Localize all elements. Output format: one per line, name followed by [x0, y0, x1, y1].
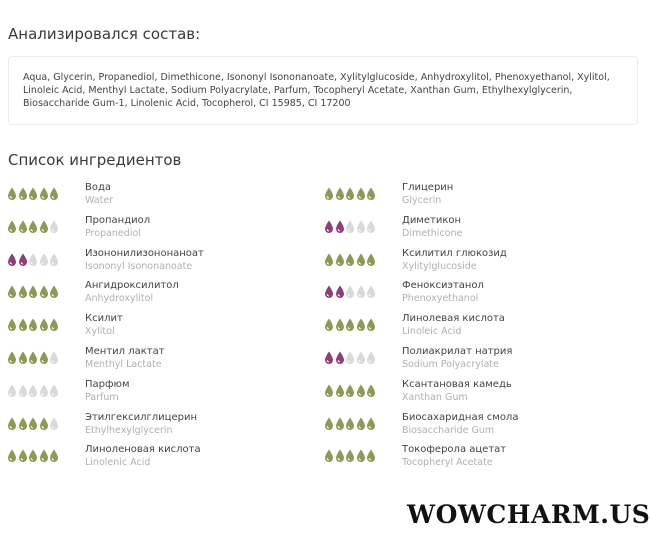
drop-icon — [345, 285, 356, 299]
rating-drops — [7, 220, 60, 234]
drop-icon — [18, 384, 29, 398]
rating-drops — [7, 384, 60, 398]
rating-drops — [324, 384, 377, 398]
ingredient-name: Полиакрилат натрия — [402, 346, 513, 357]
ingredient-item[interactable] — [7, 182, 307, 210]
drop-icon — [366, 351, 377, 365]
ingredient-name: Вода — [85, 182, 112, 193]
drop-icon — [49, 318, 60, 332]
ingredient-latin-name: Menthyl Lactate — [85, 359, 162, 370]
rating-drops — [7, 351, 60, 365]
ingredients-heading: Список ингредиентов — [8, 151, 182, 169]
drop-icon — [18, 417, 29, 431]
drop-icon — [324, 253, 335, 267]
rating-drops — [7, 417, 60, 431]
ingredient-latin-name: Xylitylglucoside — [402, 260, 477, 272]
ingredient-name: Парфюм — [85, 378, 130, 390]
ingredient-latin-name: Xylitol — [85, 326, 115, 338]
drop-icon — [335, 285, 346, 299]
drop-icon — [28, 285, 39, 299]
drop-icon — [335, 187, 346, 201]
drop-icon — [7, 187, 18, 201]
ingredient-latin-name: Isononyl Isononanoate — [85, 260, 193, 272]
ingredient-name: Этилгексилглицерин — [85, 411, 198, 423]
drop-icon — [324, 417, 335, 431]
drop-icon — [49, 220, 60, 234]
ingredient-name: Изононилизононаноат — [85, 247, 204, 259]
drop-icon — [366, 318, 377, 332]
drop-icon — [39, 384, 50, 398]
rating-drops — [324, 318, 377, 332]
rating-drops — [324, 285, 377, 299]
drop-icon — [335, 351, 346, 365]
ingredient-name: Ангидроксилитол — [85, 280, 179, 292]
drop-icon — [18, 220, 29, 234]
ingredient-item[interactable] — [324, 182, 624, 210]
drop-icon — [28, 351, 39, 365]
ingredient-item[interactable] — [7, 248, 307, 276]
ingredient-name: Ментил лактат — [85, 346, 165, 357]
drop-icon — [39, 417, 50, 431]
drop-icon — [28, 253, 39, 267]
ingredient-item[interactable] — [324, 379, 624, 407]
drop-icon — [18, 187, 29, 201]
drop-icon — [7, 253, 18, 267]
rating-drops — [7, 318, 60, 332]
drop-icon — [324, 220, 335, 234]
drop-icon — [18, 351, 29, 365]
drop-icon — [366, 253, 377, 267]
rating-drops — [7, 285, 60, 299]
drop-icon — [324, 318, 335, 332]
drop-icon — [7, 384, 18, 398]
composition-box — [8, 56, 638, 125]
rating-drops — [324, 220, 377, 234]
ingredient-item[interactable] — [324, 248, 624, 276]
drop-icon — [366, 384, 377, 398]
drop-icon — [345, 449, 356, 463]
drop-icon — [49, 417, 60, 431]
drop-icon — [335, 449, 346, 463]
drop-icon — [324, 187, 335, 201]
drop-icon — [356, 384, 367, 398]
drop-icon — [49, 253, 60, 267]
drop-icon — [345, 351, 356, 365]
drop-icon — [7, 417, 18, 431]
ingredient-latin-name: Tocopheryl Acetate — [402, 457, 493, 469]
drop-icon — [335, 384, 346, 398]
drop-icon — [28, 187, 39, 201]
drop-icon — [356, 351, 367, 365]
drop-icon — [18, 285, 29, 299]
drop-icon — [366, 187, 377, 201]
ingredient-name: Линолевая кислота — [402, 313, 505, 325]
drop-icon — [28, 449, 39, 463]
ingredient-name: Линоленовая кислота — [85, 444, 201, 456]
ingredient-item[interactable] — [7, 215, 307, 243]
drop-icon — [366, 417, 377, 431]
drop-icon — [345, 384, 356, 398]
ingredient-name: Токоферола ацетат — [402, 444, 507, 456]
drop-icon — [356, 417, 367, 431]
ingredient-latin-name: Anhydroxylitol — [85, 293, 154, 305]
drop-icon — [356, 220, 367, 234]
ingredient-name: Ксилитил глюкозид — [402, 247, 507, 259]
drop-icon — [356, 253, 367, 267]
drop-icon — [28, 318, 39, 332]
ingredient-item[interactable] — [7, 346, 307, 374]
drop-icon — [366, 220, 377, 234]
drop-icon — [39, 253, 50, 267]
drop-icon — [28, 220, 39, 234]
drop-icon — [324, 449, 335, 463]
ingredient-item[interactable] — [7, 444, 307, 472]
drop-icon — [345, 220, 356, 234]
ingredient-latin-name: Xanthan Gum — [402, 391, 468, 403]
drop-icon — [7, 449, 18, 463]
drop-icon — [366, 449, 377, 463]
drop-icon — [28, 384, 39, 398]
drop-icon — [345, 318, 356, 332]
composition-text: Aqua, Glycerin, Propanediol, Dimethicone, Isononyl Isononanoate, Xylitylglucoside, Anhydroxylitol, Phenoxyethanol, Xylitol, Linoleic Acid, Menthyl Lactate, Sodium Polyacrylate, Parfum, Tocopheryl Acetate, Xanthan Gum, Ethylhexylglycerin, Biosaccharide Gum-1, Linolenic Acid, Tocopherol, CI 15985, CI 17200 — [23, 72, 610, 109]
drop-icon — [39, 449, 50, 463]
ingredient-latin-name: Dimethicone — [402, 227, 463, 239]
drop-icon — [345, 187, 356, 201]
ingredient-item[interactable] — [324, 215, 624, 243]
ingredient-name: Феноксиэтанол — [402, 280, 484, 292]
rating-drops — [7, 187, 60, 201]
drop-icon — [49, 351, 60, 365]
ingredient-item[interactable] — [324, 412, 624, 440]
ingredient-item[interactable] — [7, 280, 307, 308]
ingredient-latin-name: Linolenic Acid — [85, 457, 151, 469]
ingredient-name: Ксантановая камедь — [402, 378, 512, 390]
drop-icon — [39, 187, 50, 201]
rating-drops — [324, 449, 377, 463]
composition-heading: Анализировался состав: — [8, 25, 201, 43]
rating-drops — [7, 253, 60, 267]
drop-icon — [39, 220, 50, 234]
ingredient-item[interactable] — [324, 280, 624, 308]
drop-icon — [335, 220, 346, 234]
drop-icon — [7, 220, 18, 234]
drop-icon — [18, 253, 29, 267]
ingredient-latin-name: Ethylhexylglycerin — [85, 424, 173, 436]
rating-drops — [7, 449, 60, 463]
ingredient-item[interactable] — [324, 444, 624, 472]
drop-icon — [324, 285, 335, 299]
drop-icon — [335, 318, 346, 332]
ingredient-item[interactable] — [7, 412, 307, 440]
ingredient-latin-name: Glycerin — [402, 195, 442, 206]
drop-icon — [356, 318, 367, 332]
ingredient-item[interactable] — [324, 313, 624, 341]
drop-icon — [49, 285, 60, 299]
ingredient-latin-name: Propanediol — [85, 227, 141, 239]
drop-icon — [345, 417, 356, 431]
rating-drops — [324, 417, 377, 431]
watermark-logo: WOWCHARM.US — [407, 500, 650, 529]
drop-icon — [7, 285, 18, 299]
ingredient-name: Диметикон — [402, 214, 462, 226]
rating-drops — [324, 187, 377, 201]
drop-icon — [28, 417, 39, 431]
ingredient-item[interactable] — [7, 313, 307, 341]
drop-icon — [49, 187, 60, 201]
rating-drops — [324, 351, 377, 365]
drop-icon — [49, 384, 60, 398]
drop-icon — [324, 351, 335, 365]
drop-icon — [18, 449, 29, 463]
ingredient-name: Глицерин — [402, 182, 454, 193]
drop-icon — [324, 384, 335, 398]
drop-icon — [335, 417, 346, 431]
drop-icon — [39, 285, 50, 299]
ingredient-name: Биосахаридная смола — [402, 411, 519, 423]
ingredient-latin-name: Phenoxyethanol — [402, 293, 479, 305]
drop-icon — [345, 253, 356, 267]
ingredient-item[interactable] — [7, 379, 307, 407]
ingredient-latin-name: Parfum — [85, 391, 119, 403]
drop-icon — [356, 285, 367, 299]
drop-icon — [335, 253, 346, 267]
ingredient-name: Ксилит — [85, 313, 123, 325]
drop-icon — [39, 318, 50, 332]
drop-icon — [18, 318, 29, 332]
ingredient-latin-name: Linoleic Acid — [402, 326, 462, 338]
drop-icon — [356, 187, 367, 201]
ingredient-item[interactable] — [324, 346, 624, 374]
rating-drops — [324, 253, 377, 267]
drop-icon — [356, 449, 367, 463]
ingredient-name: Пропандиол — [85, 214, 151, 226]
drop-icon — [39, 351, 50, 365]
drop-icon — [7, 351, 18, 365]
ingredient-latin-name: Water — [85, 195, 114, 206]
drop-icon — [366, 285, 377, 299]
ingredient-latin-name: Biosaccharide Gum — [402, 424, 495, 436]
drop-icon — [7, 318, 18, 332]
drop-icon — [49, 449, 60, 463]
ingredient-latin-name: Sodium Polyacrylate — [402, 359, 499, 370]
